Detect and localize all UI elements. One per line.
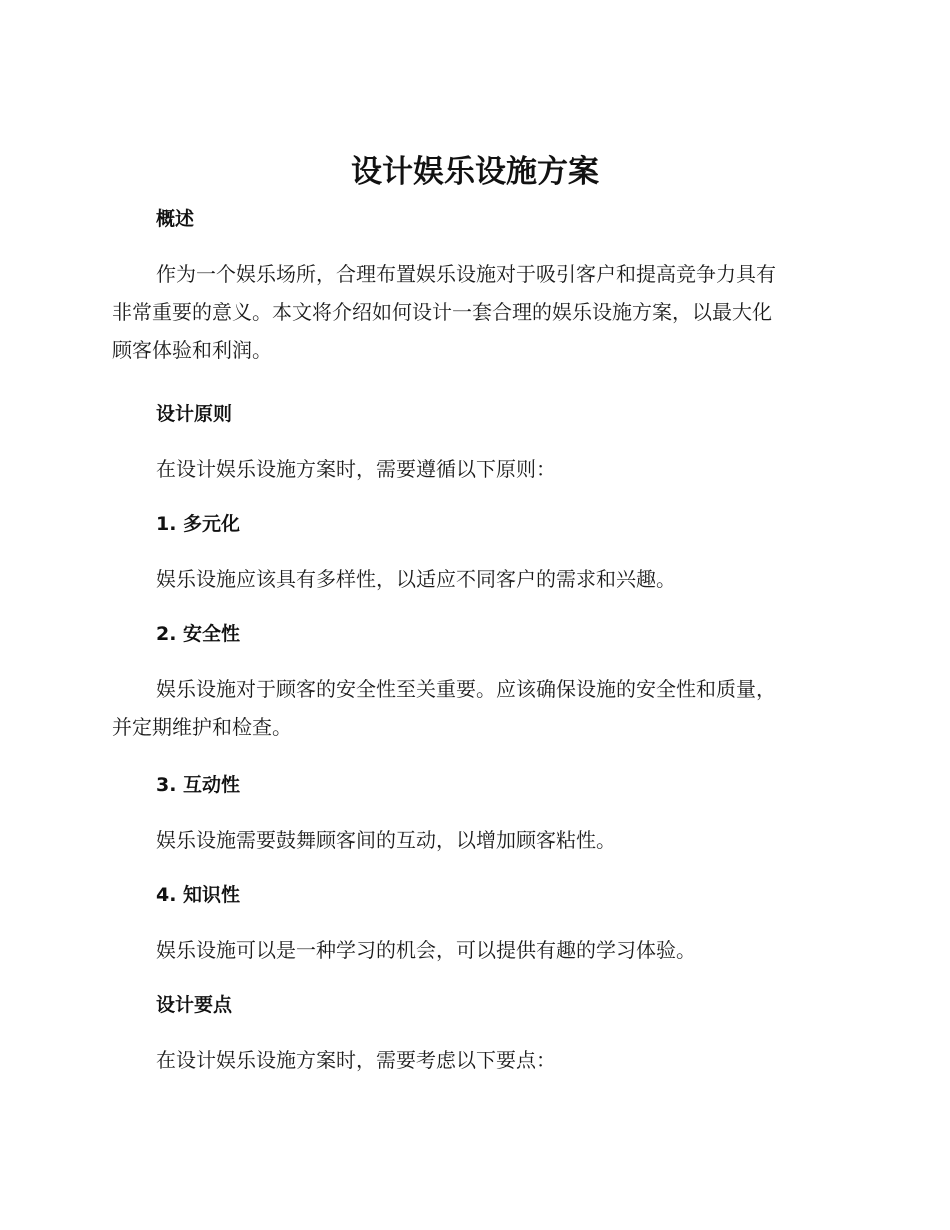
section-paragraph-interactivity [112, 821, 834, 859]
paragraph-line: 在设计娱乐设施方案时，需要遵循以下原则： [156, 457, 556, 481]
section-paragraph-overview [112, 255, 834, 369]
paragraph-line: 娱乐设施应该具有多样性，以适应不同客户的需求和兴趣。 [156, 567, 676, 591]
document-title: 设计娱乐设施方案 [351, 154, 599, 190]
paragraph-line: 娱乐设施需要鼓舞顾客间的互动，以增加顾客粘性。 [156, 828, 616, 852]
section-heading-safety: 2. 安全性 [156, 623, 241, 645]
paragraph-line: 非常重要的意义。本文将介绍如何设计一套合理的娱乐设施方案，以最大化 [112, 300, 772, 324]
paragraph-line: 并定期维护和检查。 [112, 715, 292, 739]
paragraph-line: 在设计娱乐设施方案时，需要考虑以下要点： [156, 1048, 556, 1072]
paragraph-line: 顾客体验和利润。 [112, 338, 272, 362]
section-heading-knowledge: 4. 知识性 [156, 884, 241, 906]
paragraph-line: 作为一个娱乐场所，合理布置娱乐设施对于吸引客户和提高竞争力具有 [156, 262, 776, 286]
section-heading-overview: 概述 [156, 208, 195, 230]
section-paragraph-design-points [112, 1041, 834, 1079]
section-paragraph-design-principles [112, 450, 834, 488]
section-paragraph-safety [112, 670, 834, 746]
section-heading-interactivity: 3. 互动性 [156, 774, 241, 796]
section-heading-design-points: 设计要点 [156, 994, 233, 1016]
section-paragraph-diversity [112, 560, 834, 598]
paragraph-line: 娱乐设施可以是一种学习的机会，可以提供有趣的学习体验。 [156, 938, 696, 962]
section-heading-diversity: 1. 多元化 [156, 513, 241, 535]
section-heading-design-principles: 设计原则 [156, 403, 233, 425]
paragraph-line: 娱乐设施对于顾客的安全性至关重要。应该确保设施的安全性和质量， [156, 677, 776, 701]
section-paragraph-knowledge [112, 931, 834, 969]
